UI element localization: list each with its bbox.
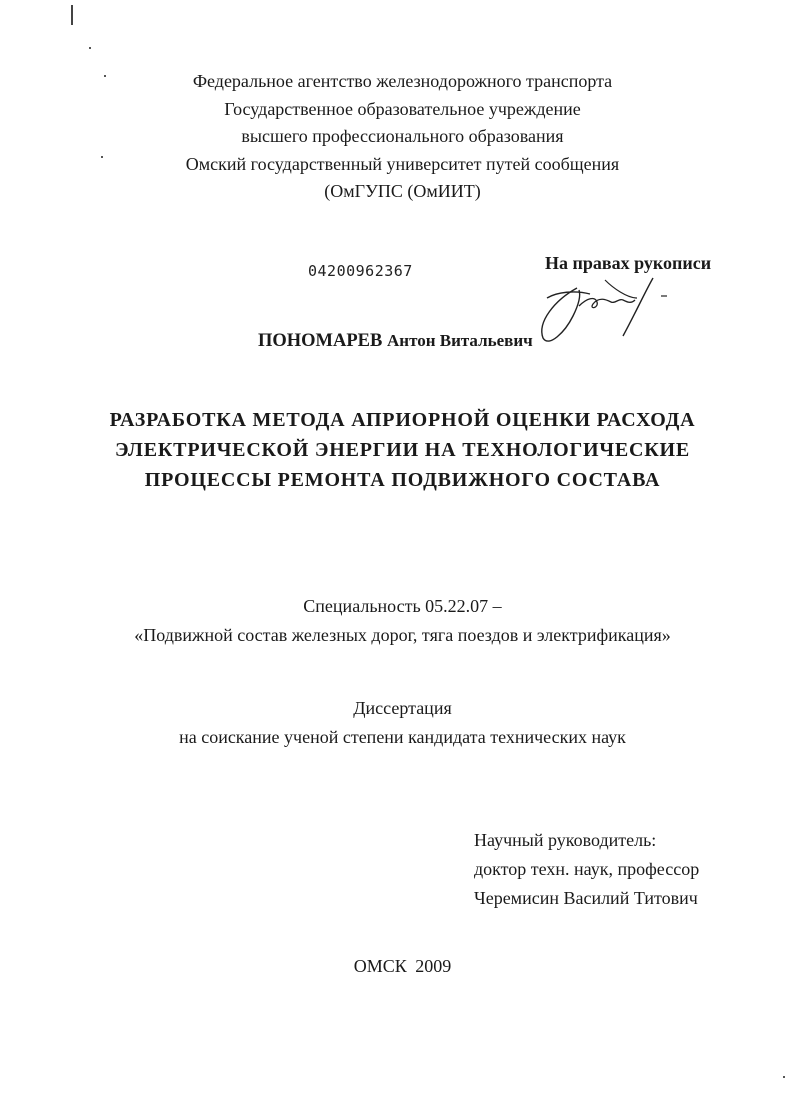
header-line-education-level: высшего профессионального образования (241, 126, 564, 146)
title-line: ЭЛЕКТРИЧЕСКОЙ ЭНЕРГИИ НА ТЕХНОЛОГИЧЕСКИЕ (114, 439, 691, 461)
dissertation-title (0, 405, 795, 495)
author-surname: ПОНОМАРЕВ (258, 331, 383, 351)
city-year: ОМСК 2009 (353, 956, 452, 976)
title-line: ПРОЦЕССЫ РЕМОНТА ПОДВИЖНОГО СОСТАВА (144, 469, 661, 491)
title-line: РАЗРАБОТКА МЕТОДА АПРИОРНОЙ ОЦЕНКИ РАСХОДА (109, 409, 696, 431)
registration-number: 04200962367 (308, 262, 413, 280)
author-given-names: Антон Витальевич (387, 331, 533, 350)
institution-header (0, 68, 795, 206)
rights-note: На правах рукописи (545, 253, 712, 273)
specialty-block (0, 592, 795, 650)
advisor-label: Научный руководитель: (474, 830, 657, 850)
header-line-university: Омский государственный университет путей сообщения (185, 153, 620, 174)
specialty-code: Специальность 05.22.07 – (303, 596, 502, 616)
specialty-name: «Подвижной состав железных дорог, тяга поездов и электрификация» (134, 625, 671, 645)
advisor-degree: доктор техн. наук, профессор (474, 859, 700, 879)
dissertation-type-block (0, 694, 795, 752)
author-name (258, 331, 533, 352)
header-line-agency: Федеральное агентство железнодорожного транспорта (192, 71, 613, 91)
header-line-abbreviation: (ОмГУПС (ОмИИТ) (324, 181, 481, 201)
scan-dot (783, 1076, 785, 1078)
scientific-advisor-block (474, 826, 699, 913)
header-line-institution-type: Государственное образовательное учреждение (224, 98, 581, 119)
scan-edge-mark (71, 5, 73, 25)
handwritten-signature (535, 270, 685, 350)
advisor-name: Черемисин Василий Титович (474, 888, 698, 908)
degree-description: на соискание ученой степени кандидата технических наук (179, 727, 626, 747)
dissertation-label: Диссертация (353, 698, 452, 718)
scan-dot (89, 47, 91, 49)
